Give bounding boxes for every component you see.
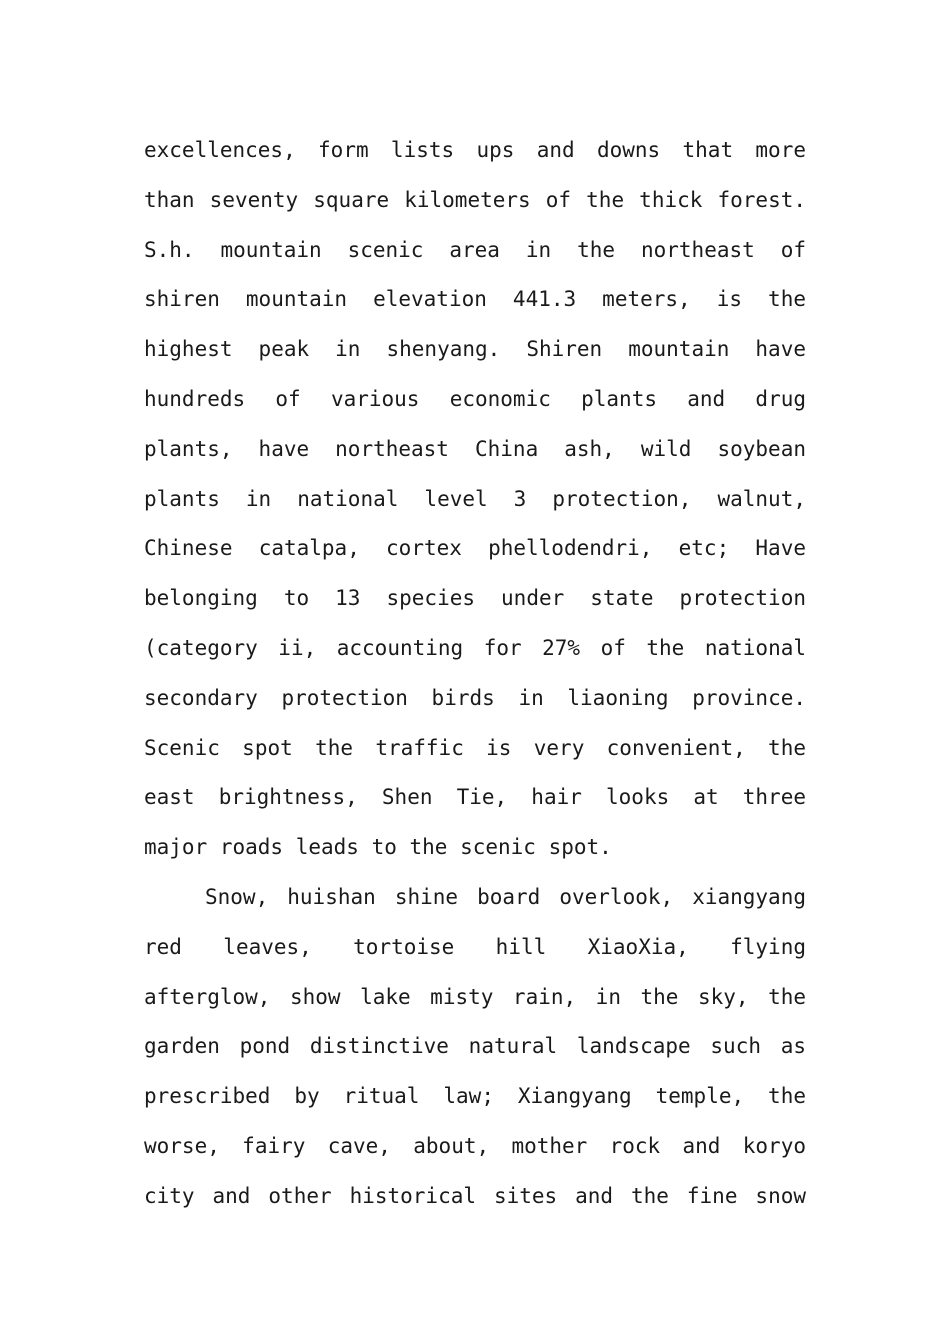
text-line: plants in national level 3 protection, walnut, <box>144 486 806 511</box>
text-line: Scenic spot the traffic is very convenient, the <box>144 735 806 760</box>
paragraph-1 <box>144 126 806 873</box>
text-line: highest peak in shenyang. Shiren mountain have <box>144 337 806 362</box>
text-line: prescribed by ritual law; Xiangyang temple, the <box>144 1084 806 1109</box>
text-line: Chinese catalpa, cortex phellodendri, etc; Have <box>144 536 806 561</box>
text-line: city and other historical sites and the fine snow <box>144 1183 806 1208</box>
paragraph-2 <box>144 873 806 1222</box>
text-line: excellences, form lists ups and downs that more <box>144 138 806 162</box>
text-line: secondary protection birds in liaoning province. <box>144 685 806 710</box>
text-line: S.h. mountain scenic area in the northeast of <box>144 237 806 262</box>
text-line: major roads leads to the scenic spot. <box>144 835 612 860</box>
text-line: red leaves, tortoise hill XiaoXia, flying <box>144 934 806 959</box>
document-body <box>144 126 806 1222</box>
text-line: afterglow, show lake misty rain, in the sky, the <box>144 984 806 1009</box>
text-line: shiren mountain elevation 441.3 meters, is the <box>144 287 806 312</box>
text-line: (category ii, accounting for 27% of the national <box>144 635 806 660</box>
text-line: hundreds of various economic plants and drug <box>144 386 806 411</box>
text-line: plants, have northeast China ash, wild soybean <box>144 436 806 461</box>
text-line: Snow, huishan shine board overlook, xiangyang <box>205 884 806 909</box>
text-line: garden pond distinctive natural landscape such as <box>144 1034 806 1059</box>
text-line: east brightness, Shen Tie, hair looks at three <box>144 785 806 810</box>
text-line: belonging to 13 species under state protection <box>144 586 806 611</box>
text-line: worse, fairy cave, about, mother rock and koryo <box>144 1133 806 1158</box>
text-line: than seventy square kilometers of the thick forest. <box>144 187 806 212</box>
